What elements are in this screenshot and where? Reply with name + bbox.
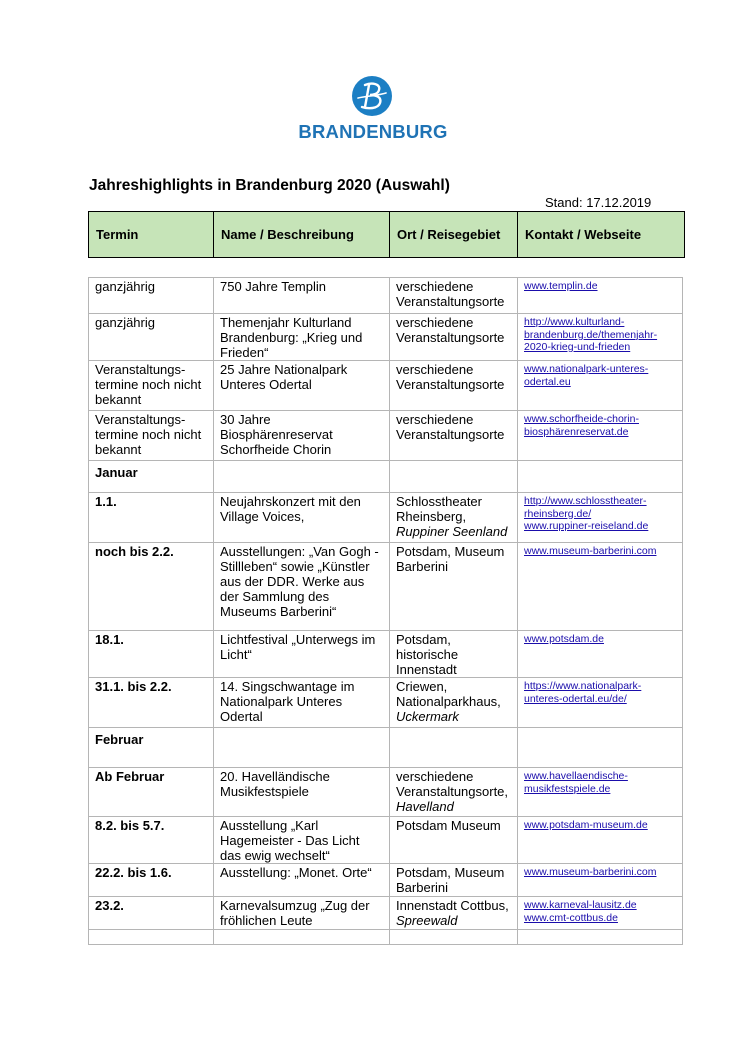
cell-ort bbox=[390, 314, 518, 361]
header-termin: Termin bbox=[89, 212, 214, 258]
events-table bbox=[88, 277, 683, 945]
cell-termin: 1.1. bbox=[89, 493, 214, 543]
cell-termin: ganzjährig bbox=[89, 278, 214, 314]
cell-empty bbox=[518, 728, 683, 768]
cell-kontakt bbox=[518, 493, 683, 543]
website-link[interactable]: www.ruppiner-reiseland.de bbox=[524, 520, 649, 532]
cell-ort bbox=[390, 361, 518, 411]
cell-ort bbox=[390, 278, 518, 314]
cell-kontakt bbox=[518, 631, 683, 678]
table-row bbox=[89, 678, 683, 728]
website-link[interactable]: www.museum-barberini.com bbox=[524, 866, 657, 878]
cell-ort bbox=[390, 631, 518, 678]
cell-ort bbox=[390, 897, 518, 930]
cell-ort bbox=[390, 678, 518, 728]
month-row bbox=[89, 461, 683, 493]
cell-kontakt bbox=[518, 411, 683, 461]
website-link[interactable]: www.karneval-lausitz.de bbox=[524, 899, 637, 911]
ort-region: Havelland bbox=[396, 799, 454, 814]
cell-ort bbox=[390, 768, 518, 817]
table-row bbox=[89, 361, 683, 411]
header-ort: Ort / Reisegebiet bbox=[390, 212, 518, 258]
cell-ort bbox=[390, 543, 518, 631]
cell-termin: ganzjährig bbox=[89, 314, 214, 361]
cell-empty bbox=[518, 930, 683, 945]
cell-termin: noch bis 2.2. bbox=[89, 543, 214, 631]
cell-termin: 8.2. bis 5.7. bbox=[89, 817, 214, 864]
stand-date: Stand: 17.12.2019 bbox=[545, 195, 652, 210]
cell-name: 750 Jahre Templin bbox=[214, 278, 390, 314]
cell-empty bbox=[214, 461, 390, 493]
website-link[interactable]: www.potsdam.de bbox=[524, 633, 604, 645]
cell-name: 14. Singschwantage im Nationalpark Unteres Odertal bbox=[214, 678, 390, 728]
website-link[interactable]: www.museum-barberini.com bbox=[524, 545, 657, 557]
cell-name: 25 Jahre Nationalpark Unteres Odertal bbox=[214, 361, 390, 411]
cell-empty bbox=[214, 728, 390, 768]
ort-text: Potsdam Museum bbox=[396, 818, 501, 833]
header-name: Name / Beschreibung bbox=[214, 212, 390, 258]
table-row bbox=[89, 543, 683, 631]
cell-name: Lichtfestival „Unterwegs im Licht“ bbox=[214, 631, 390, 678]
cell-ort bbox=[390, 817, 518, 864]
website-link[interactable]: www.templin.de bbox=[524, 280, 598, 292]
website-link[interactable]: http://www.kulturland-brandenburg.de/themenjahr-2020-krieg-und-frieden bbox=[524, 316, 658, 353]
cell-name: Ausstellung: „Monet. Orte“ bbox=[214, 864, 390, 897]
cell-name: Ausstellungen: „Van Gogh - Stillleben“ sowie „Künstler aus der DDR. Werke aus der Sammlung des Museums Barberini“ bbox=[214, 543, 390, 631]
cell-termin: Ab Februar bbox=[89, 768, 214, 817]
ort-region: Spreewald bbox=[396, 913, 458, 928]
cell-empty bbox=[390, 728, 518, 768]
ort-text: verschiedene Veranstaltungsorte bbox=[396, 362, 505, 392]
ort-text: Potsdam, historische Innenstadt bbox=[396, 632, 459, 677]
cell-termin: 31.1. bis 2.2. bbox=[89, 678, 214, 728]
cell-ort bbox=[390, 864, 518, 897]
website-link[interactable]: www.nationalpark-unteres-odertal.eu bbox=[524, 363, 649, 388]
cell-termin: Veranstaltungs-termine noch nicht bekannt bbox=[89, 411, 214, 461]
table-header bbox=[88, 211, 685, 258]
month-label: Januar bbox=[89, 461, 214, 493]
cell-kontakt bbox=[518, 768, 683, 817]
ort-text: Schlosstheater Rheinsberg, bbox=[396, 494, 482, 524]
cell-empty bbox=[214, 930, 390, 945]
cell-kontakt bbox=[518, 678, 683, 728]
cell-name: 20. Havelländische Musikfestspiele bbox=[214, 768, 390, 817]
cell-name: Themenjahr Kulturland Brandenburg: „Krieg und Frieden“ bbox=[214, 314, 390, 361]
cell-name: 30 Jahre Biosphärenreservat Schorfheide Chorin bbox=[214, 411, 390, 461]
cell-empty bbox=[390, 461, 518, 493]
ort-text: verschiedene Veranstaltungsorte bbox=[396, 279, 505, 309]
cell-kontakt bbox=[518, 278, 683, 314]
table-row bbox=[89, 493, 683, 543]
header-kontakt: Kontakt / Webseite bbox=[518, 212, 685, 258]
website-link[interactable]: www.schorfheide-chorin-biosphärenreservat.de bbox=[524, 413, 639, 438]
ort-region: Uckermark bbox=[396, 709, 459, 724]
cell-name: Ausstellung „Karl Hagemeister - Das Licht das ewig wechselt“ bbox=[214, 817, 390, 864]
table-row bbox=[89, 314, 683, 361]
logo-wordmark: BRANDENBURG bbox=[298, 121, 448, 142]
cell-termin: 23.2. bbox=[89, 897, 214, 930]
cell-name: Neujahrskonzert mit den Village Voices, bbox=[214, 493, 390, 543]
cell-empty bbox=[89, 930, 214, 945]
website-link[interactable]: www.havellaendische-musikfestspiele.de bbox=[524, 770, 628, 795]
brandenburg-logo bbox=[292, 76, 454, 142]
ort-text: verschiedene Veranstaltungsorte bbox=[396, 412, 505, 442]
cell-kontakt bbox=[518, 864, 683, 897]
ort-text: Innenstadt Cottbus, bbox=[396, 898, 509, 913]
cell-name: Karnevalsumzug „Zug der fröhlichen Leute bbox=[214, 897, 390, 930]
cell-termin: Veranstaltungs-termine noch nicht bekannt bbox=[89, 361, 214, 411]
cell-kontakt bbox=[518, 543, 683, 631]
website-link[interactable]: www.potsdam-museum.de bbox=[524, 819, 648, 831]
ort-text: verschiedene Veranstaltungsorte bbox=[396, 315, 505, 345]
cell-kontakt bbox=[518, 361, 683, 411]
ort-text: verschiedene Veranstaltungsorte, bbox=[396, 769, 509, 799]
table-row bbox=[89, 768, 683, 817]
cell-termin: 22.2. bis 1.6. bbox=[89, 864, 214, 897]
cell-kontakt bbox=[518, 314, 683, 361]
cell-termin: 18.1. bbox=[89, 631, 214, 678]
brandenburg-b-emblem-icon bbox=[352, 76, 392, 116]
table-row bbox=[89, 411, 683, 461]
table-row bbox=[89, 864, 683, 897]
table-row bbox=[89, 897, 683, 930]
website-link[interactable]: https://www.nationalpark-unteres-odertal.eu/de/ bbox=[524, 680, 642, 705]
ort-text: Potsdam, Museum Barberini bbox=[396, 544, 505, 574]
empty-row bbox=[89, 930, 683, 945]
cell-kontakt bbox=[518, 897, 683, 930]
document-title: Jahreshighlights in Brandenburg 2020 (Auswahl) bbox=[89, 177, 450, 194]
month-row bbox=[89, 728, 683, 768]
ort-text: Potsdam, Museum Barberini bbox=[396, 865, 505, 895]
cell-ort bbox=[390, 493, 518, 543]
website-link[interactable]: www.cmt-cottbus.de bbox=[524, 911, 618, 924]
table-row bbox=[89, 631, 683, 678]
table-row bbox=[89, 278, 683, 314]
month-label: Februar bbox=[89, 728, 214, 768]
table-row bbox=[89, 817, 683, 864]
ort-region: Ruppiner Seenland bbox=[396, 524, 508, 539]
cell-empty bbox=[390, 930, 518, 945]
cell-kontakt bbox=[518, 817, 683, 864]
cell-ort bbox=[390, 411, 518, 461]
ort-text: Criewen, Nationalparkhaus, bbox=[396, 679, 501, 709]
cell-empty bbox=[518, 461, 683, 493]
website-link[interactable]: http://www.schlosstheater-rheinsberg.de/ bbox=[524, 495, 647, 520]
